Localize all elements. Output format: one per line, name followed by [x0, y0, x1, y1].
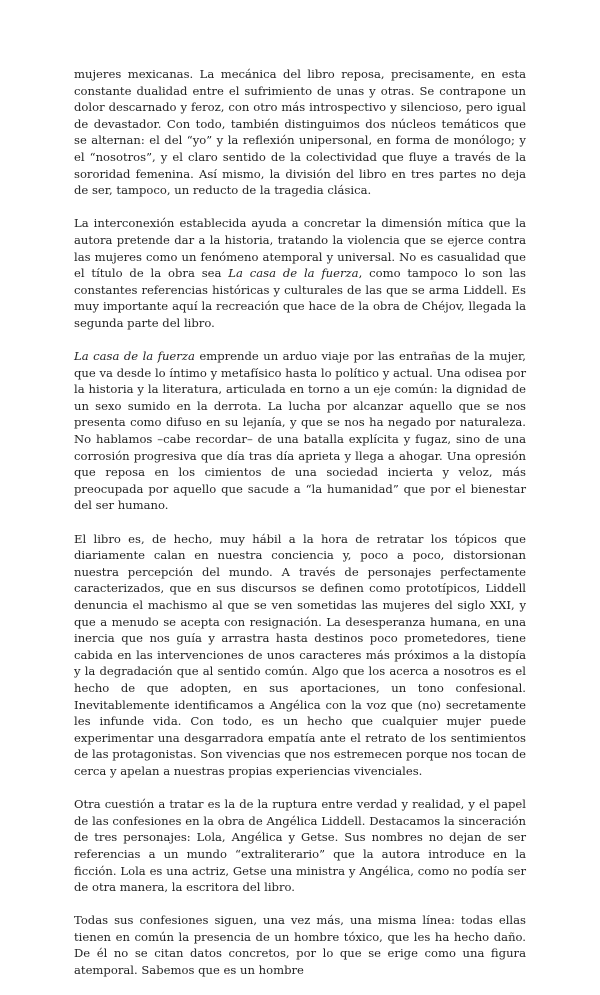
paragraph-5-text: Otra cuestión a tratar es la de la ruptura entre verdad y realidad, y el papel de las confesiones en la obra de Angélica Liddell. Destacamos la sinceración de tres personajes: Lola, Angélica y Getse. Sus nombres no dejan de ser referencias a un mundo “extraliterario” que la autora introduce en la ficción. Lola es una actriz, Getse una ministra y Angélica, como no podía ser de otra manera, la escritora del libro. — [74, 797, 526, 895]
paragraph-4-text: El libro es, de hecho, muy hábil a la hora de retratar los tópicos que diariamente calan en nuestra conciencia y, poco a poco, distorsionan nuestra percepción del mundo. A través de personajes perfectamente caracterizados, que en sus discursos se definen como prototípicos, Liddell denuncia el machismo al que se ven sometidas las mujeres del siglo XXI, y que a menudo se acepta con resignación. La desesperanza humana, en una inercia que nos guía y arrastra hasta destinos poco prometedores, tiene cabida en las intervenciones de unos caracteres más próximos a la distopía y la degradación que al sentido común. Algo que los acerca a nosotros es el hecho de que adopten, en sus aportaciones, un tono confesional. Inevitablemente identificamos a Angélica con la voz que (no) secretamente les infunde vida. Con todo, es un hecho que cualquier mujer puede experimentar una desgarradora empatía ante el retrato de los sentimientos de las protagonistas. Son vivencias que nos estremecen porque nos tocan de cerca y apelan a nuestras propias experiencias vivenciales. — [74, 531, 526, 778]
paragraph-2 — [74, 215, 526, 331]
paragraph-1-text: mujeres mexicanas. La mecánica del libro reposa, precisamente, en esta constante dualidad entre el sufrimiento de unas y otras. Se contrapone un dolor descarnado y feroz, con otro más introspectivo y silencioso, pero igual de devastador. Con todo, también distinguimos dos núcleos temáticos que se alternan: el del “yo” y la reflexión unipersonal, en forma de monólogo; y el “nosotros”, y el claro sentido de la colectividad que fluye a través de la sororidad femenina. Así mismo, la división del libro en tres partes no deja de ser, tampoco, un reducto de la tragedia clásica. — [74, 67, 526, 198]
book-title-italic: La casa de la fuerza — [228, 266, 359, 281]
paragraph-2-text-a: La interconexión establecida ayuda a concretar la dimensión mítica que la autora pretende dar a la historia, tratando la violencia que se ejerce contra las mujeres como un fenómeno atemporal y universal. No es casualidad que el título de la obra sea — [74, 216, 526, 281]
paragraph-3 — [74, 348, 526, 514]
paragraph-2-text-b: , como tampoco lo son las constantes referencias históricas y culturales de las que se arma Liddell. Es muy importante aquí la recreación que hace de la obra de Chéjov, llegada la segunda parte del libro. — [74, 266, 526, 330]
paragraph-6 — [74, 912, 526, 978]
document-page — [74, 66, 526, 995]
paragraph-1 — [74, 66, 526, 199]
paragraph-5 — [74, 796, 526, 896]
paragraph-6-text: Todas sus confesiones siguen, una vez más, una misma línea: todas ellas tienen en común la presencia de un hombre tóxico, que les ha hecho daño. De él no se citan datos concretos, por lo que se erige como una figura atemporal. Sabemos que es un hombre — [74, 913, 526, 978]
book-title-italic: La casa de la fuerza — [74, 349, 195, 364]
paragraph-3-text: emprende un arduo viaje por las entrañas de la mujer, que va desde lo íntimo y metafísico hasta lo político y actual. Una odisea por la historia y la literatura, articulada en torno a un eje común: la dignidad de un sexo sumido en la derrota. La lucha por alcanzar aquello que se nos presenta como difuso en su lejanía, y que se nos ha negado por naturaleza. No hablamos –cabe recordar– de una batalla explícita y fugaz, sino de una corrosión progresiva que día tras día aprieta y llega a ahogar. Una opresión que reposa en los cimientos de una sociedad incierta y veloz, más preocupada por aquello que sacude a “la humanidad” que por el bienestar del ser humano. — [74, 349, 526, 513]
paragraph-4 — [74, 531, 526, 780]
